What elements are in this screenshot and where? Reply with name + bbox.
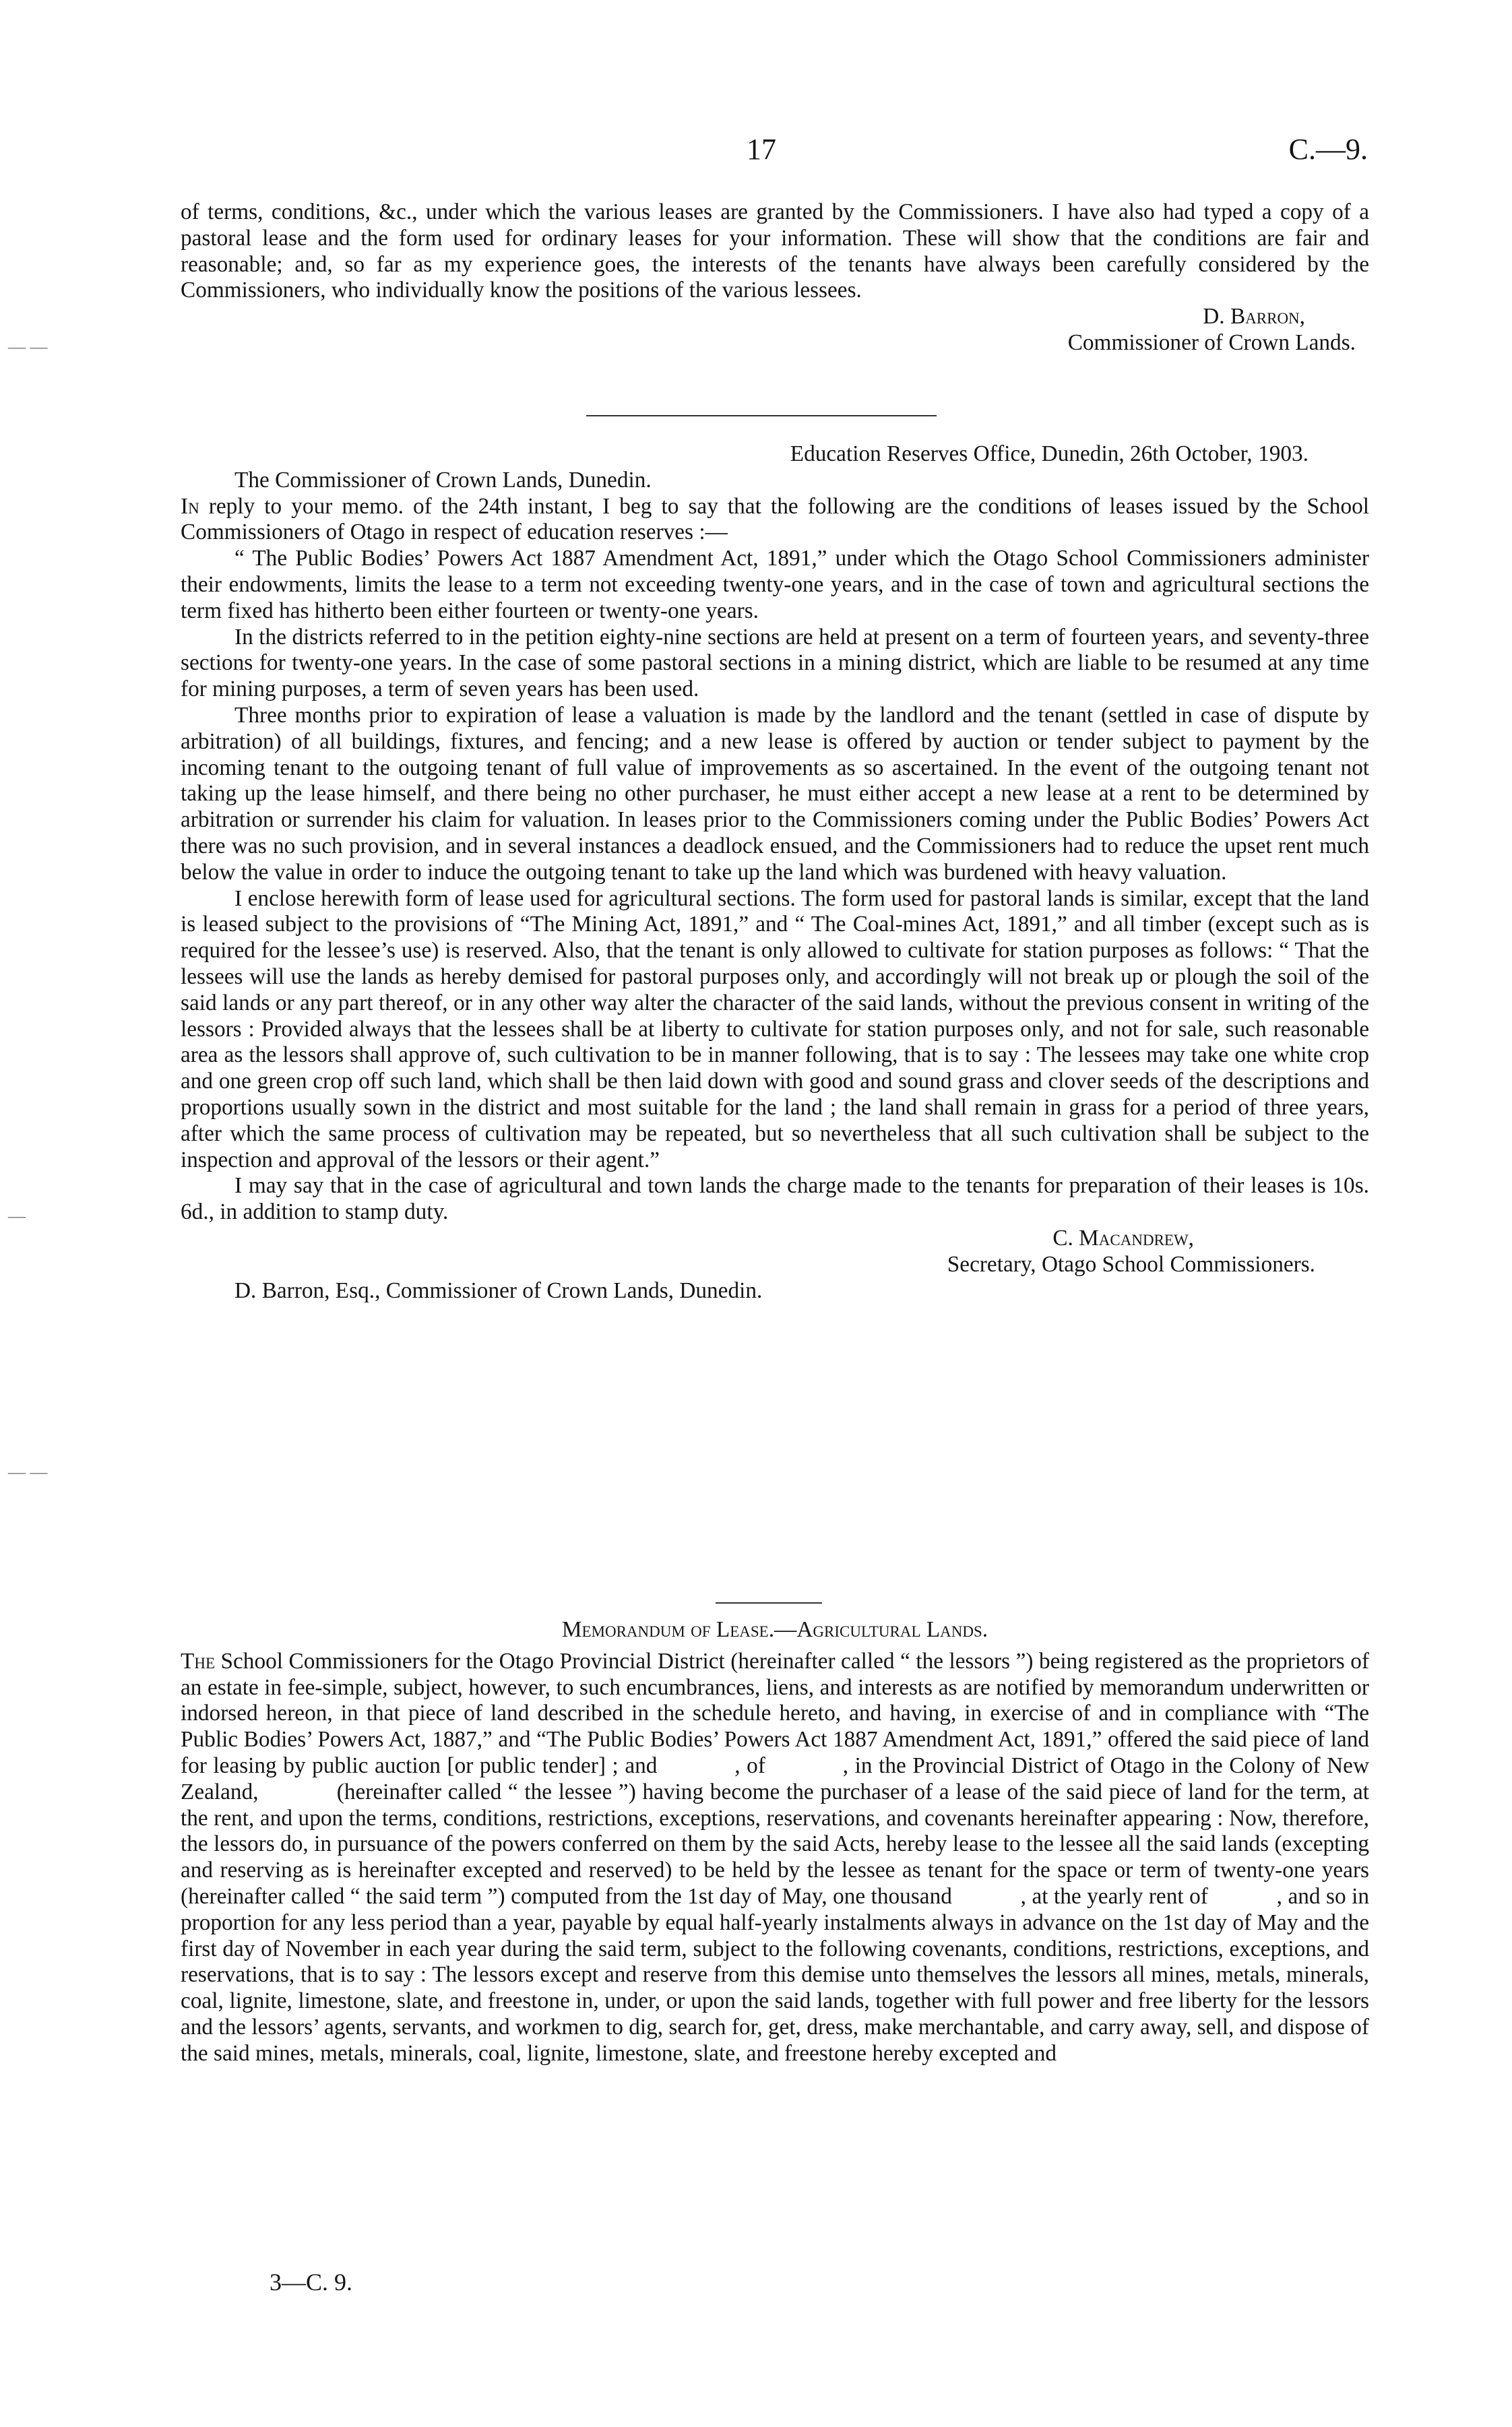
signature-mark: 3—C. 9. [270, 2269, 353, 2296]
margin-mark: — [8, 1206, 26, 1226]
page-number: 17 [747, 133, 776, 166]
letter-paragraph-2: “ The Public Bodies’ Powers Act 1887 Amendment Act, 1891,” under which the Otago School Commissioners administer their endowments, limits the lease to a term not exceeding twenty-one years, and in the case of town and agricultural sections the term fixed has hitherto been either fourteen or twenty-one years. [181, 546, 1369, 623]
opening-word: In [181, 493, 199, 519]
barron-signature-title: Commissioner of Crown Lands. [1067, 329, 1356, 355]
letter-dateline: Education Reserves Office, Dunedin, 26th October, 1903. [790, 441, 1309, 466]
letter-paragraph-4: Three months prior to expiration of lease a valuation is made by the landlord and the tenant (settled in case of dispute by arbitration) of all buildings, fixtures, and fencing; and a new lease is offered by auction or tender subject to payment by the incoming tenant to the outgoing tenant of full value of improvements as so ascertained. In the event of the outgoing tenant not taking up the lease himself, and there being no other purchaser, he must either accept a new lease at a rent to be determined by arbitration or surrender his claim for valuation. In leases prior to the Commissioners coming under the Public Bodies’ Powers Act there was no such provision, and in several instances a deadlock ensued, and the Commissioners had to reduce the upset rent much below the value in order to induce the outgoing tenant to take up the land which was burdened with heavy valuation. [181, 702, 1369, 885]
letter-paragraph-5: I enclose herewith form of lease used for agricultural sections. The form used for pastoral lands is similar, except that the land is leased subject to the provisions of “The Mining Act, 1891,” and “ The Coal-mines Act, 1891,” and all timber (except such as is required for the lessee’s use) is reserved. Also, that the tenant is only allowed to cultivate for station purposes as follows: “ That the lessees will use the lands as hereby demised for pastoral purposes only, and accordingly will not break up or plough the soil of the said lands or any part thereof, or in any other way alter the character of the said lands, without the previous consent in writing of the lessors : Provided always that the lessees shall be at liberty to cultivate for station purposes only, and not for sale, such reasonable area as the lessors shall approve of, such cultivation to be in manner following, that is to say : The lessees may take one white crop and one green crop off such land, which shall be then laid down with good and sound grass and clover seeds of the descriptions and proportions usually sown in the district and most suitable for the land ; the land shall remain in grass for a period of three years, after which the same process of cultivation may be repeated, but so nevertheless that all such cultivation shall be subject to the inspection and approval of the lessors or their agent.” [181, 885, 1369, 1172]
memorandum-opening-word: The [181, 1648, 215, 1674]
section-divider [586, 415, 937, 416]
barron-letter [181, 199, 1369, 356]
macandrew-signature-title: Secretary, Otago School Commissioners. [947, 1251, 1315, 1277]
letter-paragraph-1: reply to your memo. of the 24th instant, I beg to say that the following are the conditions of leases issued by the School Commissioners of Otago in respect of education reserves :— [181, 493, 1369, 545]
macandrew-signature-name: C. Macandrew, [1052, 1225, 1194, 1251]
document-reference: C.—9. [1288, 133, 1368, 166]
macandrew-letter [181, 441, 1369, 1304]
letter-paragraph-6: I may say that in the case of agricultural and town lands the charge made to the tenants for preparation of their leases is 10s. 6d., in addition to stamp duty. [181, 1173, 1369, 1225]
letter-addressee: The Commissioner of Crown Lands, Dunedin. [234, 467, 652, 493]
memorandum-paragraph: School Commissioners for the Otago Provincial District (hereinafter called “ the lessors ”) being registered as the proprietors of an estate in fee-simple, subject, however, to such encumbrances, liens, and interests as are notified by memorandum underwritten or indorsed hereon, in that piece of land described in the schedule hereto, and having, in exercise of and in compliance with “The Public Bodies’ Powers Act, 1887,” and “The Public Bodies’ Powers Act 1887 Amendment Act, 1891,” offered the said piece of land for leasing by public auction [or public tender] ; and , of , in the Provincial District of Otago in the Colony of New Zealand, (hereinafter called “ the lessee ”) having become the purchaser of a lease of the said piece of land for the term, at the rent, and upon the terms, conditions, restrictions, exceptions, reservations, and covenants hereinafter appearing : Now, therefore, the lessors do, in pursuance of the powers conferred on them by the said Acts, hereby lease to the lessee all the said lands (excepting and reserving as is hereinafter excepted and reserved) to be held by the lessee as tenant for the space or term of twenty-one years (hereinafter called “ the said term ”) computed from the 1st day of May, one thousand , at the yearly rent of , and so in proportion for any less period than a year, payable by equal half-yearly instalments always in advance on the 1st day of May and the first day of November in each year during the said term, subject to the following covenants, conditions, restrictions, exceptions, and reservations, that is to say : The lessors except and reserve from this demise unto themselves the lessors all mines, metals, minerals, coal, lignite, limestone, slate, and freestone in, under, or upon the said lands, together with full power and free liberty for the lessors and the lessors’ agents, servants, and workmen to dig, search for, get, dress, make merchantable, and carry away, sell, and dispose of the said mines, metals, minerals, coal, lignite, limestone, slate, and freestone hereby excepted and [181, 1648, 1375, 2066]
letter-paragraph-3: In the districts referred to in the petition eighty-nine sections are held at present on a term of fourteen years, and seventy-three sections for twenty-one years. In the case of some pastoral sections in a mining district, which are liable to be resumed at any time for mining purposes, a term of seven years has been used. [181, 624, 1369, 702]
memorandum-title: Memorandum of Lease.—Agricultural Lands. [561, 1617, 988, 1642]
margin-mark: — — [8, 337, 48, 356]
section-divider [716, 1602, 822, 1604]
barron-signature-name: D. Barron, [1203, 304, 1305, 329]
letter-addressee-bottom: D. Barron, Esq., Commissioner of Crown Lands, Dunedin. [234, 1278, 763, 1303]
margin-mark: — — [8, 1462, 48, 1482]
memorandum-of-lease [181, 1617, 1375, 2067]
barron-letter-paragraph: of terms, conditions, &c., under which the various leases are granted by the Commissioners. I have also had typed a copy of a pastoral lease and the form used for ordinary leases for your information. These will show that the conditions are fair and reasonable; and, so far as my experience goes, the interests of the tenants have always been carefully considered by the Commissioners, who individually know the positions of the various lessees. [181, 199, 1369, 303]
